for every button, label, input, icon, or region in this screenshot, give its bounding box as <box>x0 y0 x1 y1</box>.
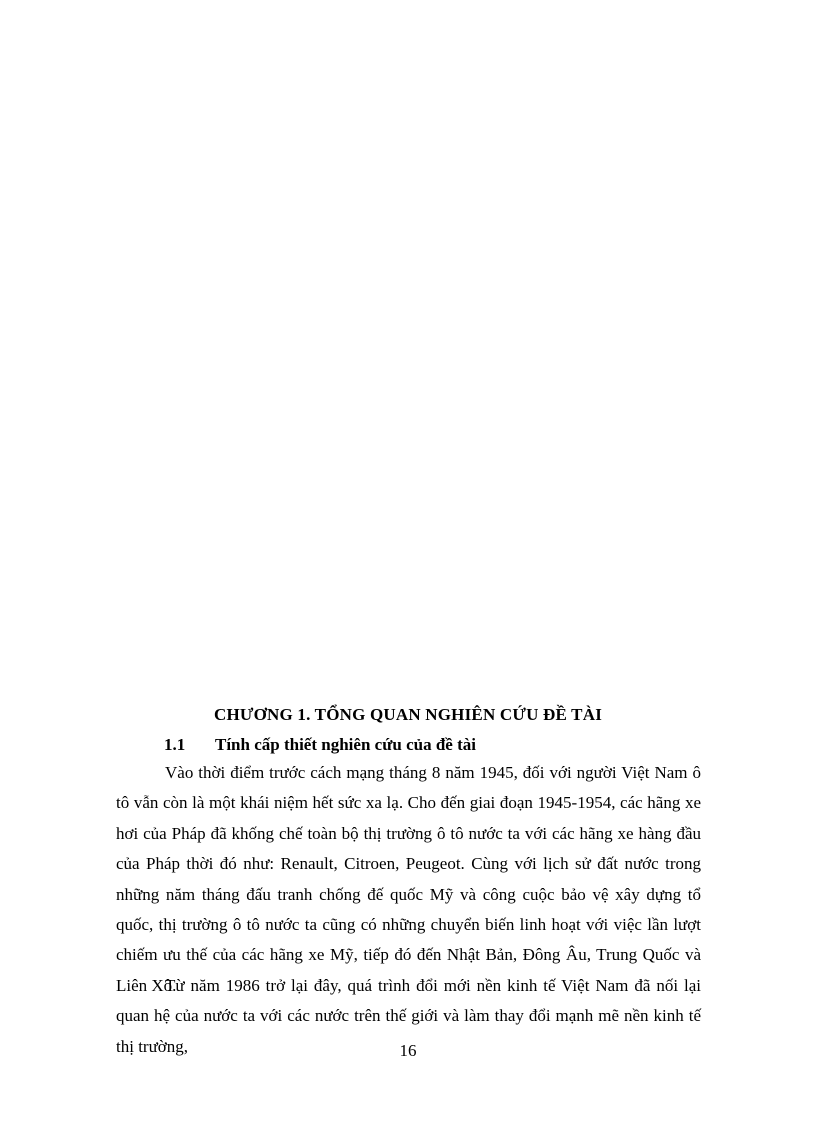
section-number: 1.1 <box>164 735 186 754</box>
chapter-title: CHƯƠNG 1. TỔNG QUAN NGHIÊN CỨU ĐỀ TÀI <box>213 705 603 724</box>
paragraph-text: Từ năm 1986 trở lại đây, quá trình đổi mới nền kinh tế Việt Nam đã nối lại quan hệ của nước ta với các nước trên thế giới và làm thay đổi mạnh mẽ nền kinh tế thị trường, <box>116 976 701 1056</box>
page-number: 16 <box>399 1041 417 1060</box>
section-title: Tính cấp thiết nghiên cứu của đề tài <box>215 735 476 754</box>
body-paragraph-1 <box>116 758 701 1001</box>
section-heading <box>164 733 476 757</box>
paragraph-text: Vào thời điểm trước cách mạng tháng 8 năm 1945, đối với người Việt Nam ô tô vẫn còn là một khái niệm hết sức xa lạ. Cho đến giai đoạn 1945-1954, các hãng xe hơi của Pháp đã khống chế toàn bộ thị trường ô tô nước ta với các hãng xe hàng đầu của Pháp thời đó như: Renault, Citroen, Peugeot. Cùng với lịch sử đất nước trong những năm tháng đấu tranh chống đế quốc Mỹ và công cuộc bảo vệ xây dựng tổ quốc, thị trường ô tô nước ta cũng có những chuyển biến linh hoạt với việc lần lượt chiếm ưu thế của các hãng xe Mỹ, tiếp đó đến Nhật Bản, Đông Âu, Trung Quốc và Liên Xô. <box>116 763 701 995</box>
